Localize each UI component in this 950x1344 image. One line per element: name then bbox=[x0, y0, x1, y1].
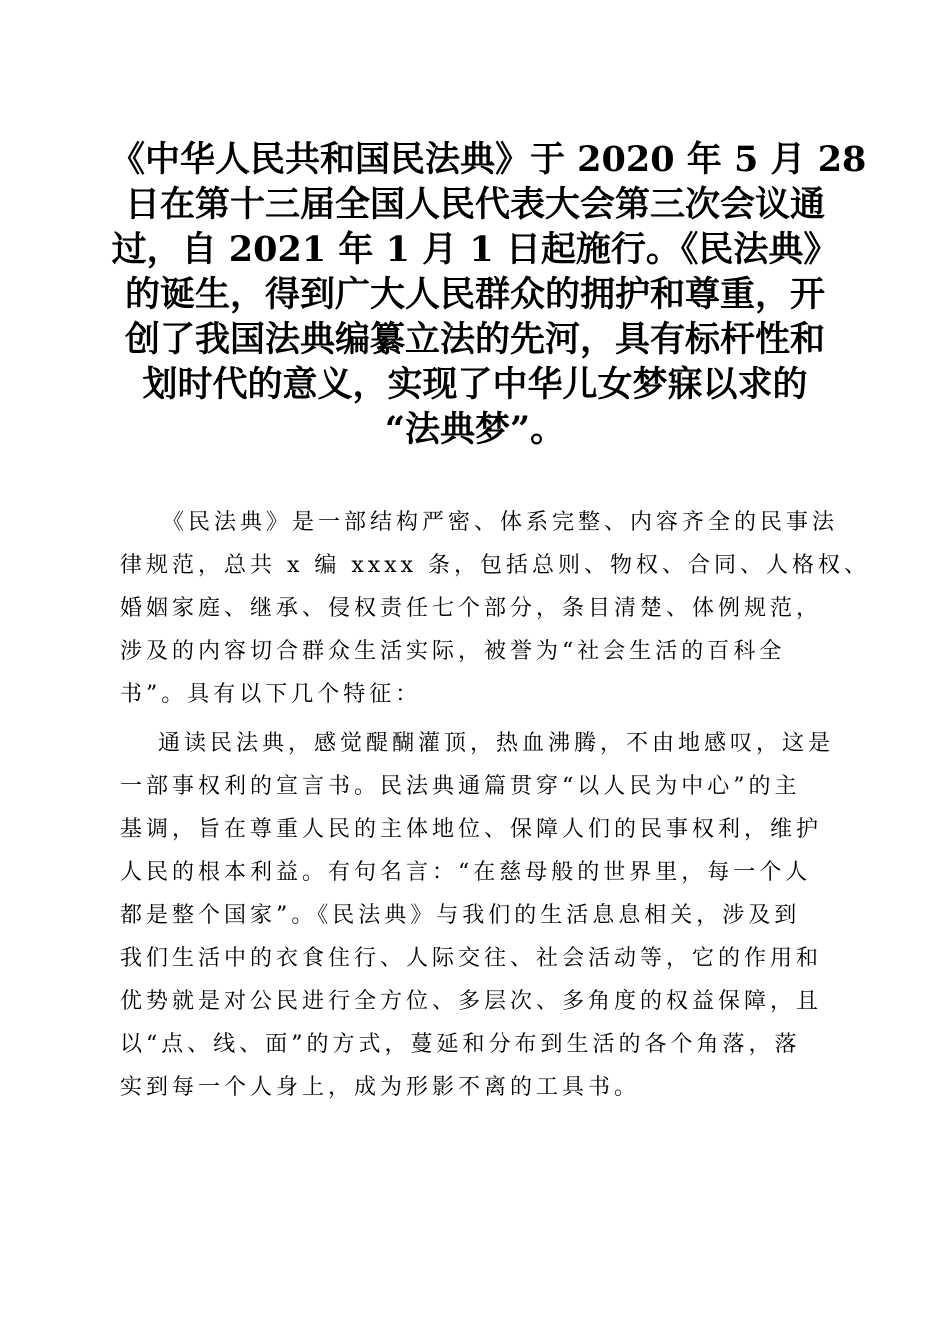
paragraph-line: 优势就是对公民进行全方位、多层次、多角度的权益保障，且 bbox=[120, 989, 823, 1014]
title-line: 的诞生，得到广大人民群众的拥护和尊重，开 bbox=[124, 274, 825, 315]
paragraph-line: 我们生活中的衣食住行、人际交往、社会活动等，它的作用和 bbox=[120, 946, 823, 971]
paragraph-line: 律规范，总共 x 编 xxxx 条，包括总则、物权、合同、人格权、 bbox=[120, 553, 871, 578]
title-line: 创了我国法典编纂立法的先河，具有标杆性和 bbox=[124, 319, 825, 360]
title-line: 过，自 2021 年 1 月 1 日起施行。《民法典》 bbox=[111, 229, 839, 270]
paragraph-line: 以“点、线、面”的方式，蔓延和分布到生活的各个角落，落 bbox=[120, 1032, 801, 1057]
paragraph-line: 通读民法典，感觉醍醐灌顶，热血沸腾，不由地感叹，这是 bbox=[158, 731, 835, 756]
title-line: “法典梦”。 bbox=[384, 409, 566, 450]
title-line: 日在第十三届全国人民代表大会第三次会议通 bbox=[124, 184, 825, 225]
paragraph-line: 书”。具有以下几个特征： bbox=[120, 682, 422, 707]
paragraph-line: 婚姻家庭、继承、侵权责任七个部分，条目清楚、体例规范， bbox=[120, 596, 823, 621]
paragraph-line: 一部事权利的宣言书。民法典通篇贯穿“以人民为中心”的主 bbox=[120, 774, 801, 799]
paragraph-line: 基调，旨在尊重人民的主体地位、保障人们的民事权利，维护 bbox=[120, 817, 823, 842]
paragraph-line: 涉及的内容切合群众生活实际，被誉为“社会生活的百科全 bbox=[120, 639, 786, 664]
title-line: 划时代的意义，实现了中华儿女梦寐以求的 bbox=[142, 364, 808, 405]
paragraph-line: 都是整个国家”。《民法典》与我们的生活息息相关，涉及到 bbox=[120, 903, 801, 928]
paragraph-line: 人民的根本利益。有句名言：“在慈母般的世界里，每一个人 bbox=[120, 860, 812, 885]
paragraph-line: 实到每一个人身上，成为形影不离的工具书。 bbox=[120, 1075, 641, 1100]
paragraph-line: 《民法典》是一部结构严密、体系完整、内容齐全的民事法 bbox=[162, 510, 839, 535]
title-line: 《中华人民共和国民法典》于 2020 年 5 月 28 bbox=[110, 139, 867, 180]
